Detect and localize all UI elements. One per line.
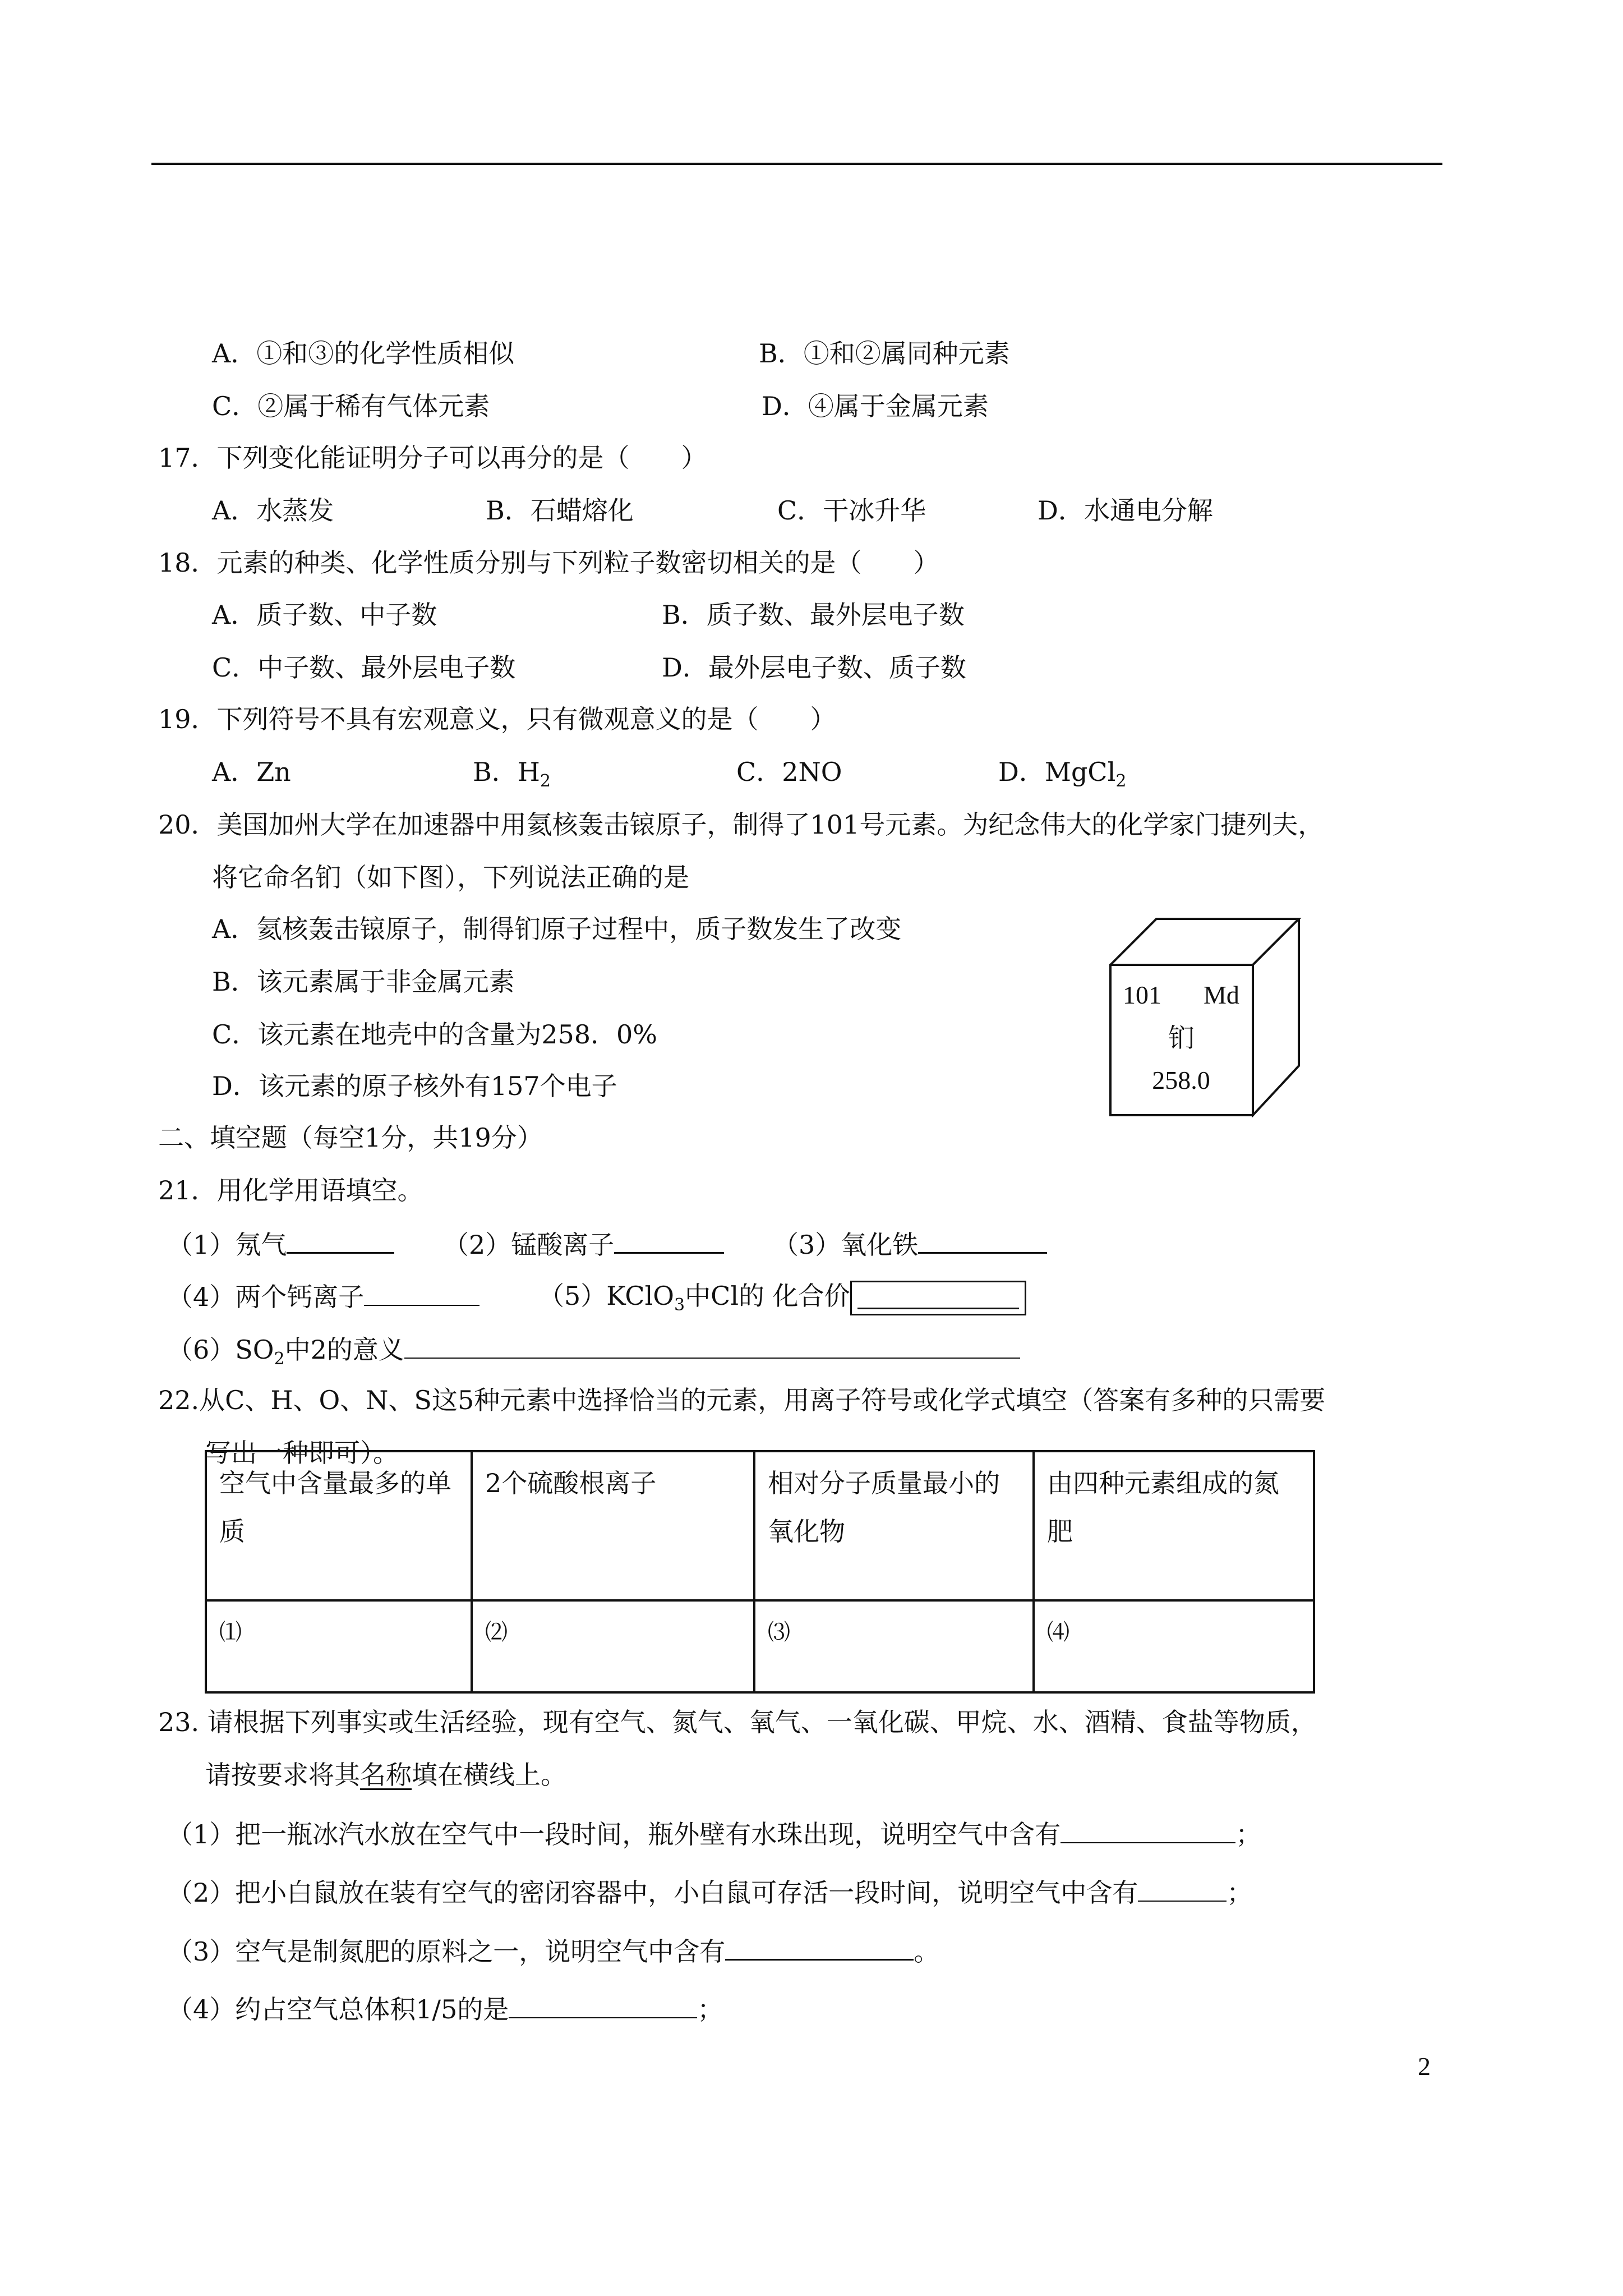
header-rule	[151, 163, 1442, 165]
q16-option-d: D．④属于金属元素	[762, 391, 989, 421]
q22-table-header-row	[206, 1451, 1314, 1600]
q23-part4-end: ；	[697, 1994, 723, 2024]
q21-part5-subscript: 3	[674, 1295, 685, 1315]
q23-part1-blank[interactable]	[1061, 1816, 1235, 1843]
q22-header-3: 相对分子质量最小的氧化物	[754, 1451, 1034, 1600]
q20-stem-line2: 将它命名钔（如下图），下列说法正确的是	[212, 862, 689, 892]
q19-option-d	[998, 755, 1126, 789]
q23-part2-end: ；	[1227, 1878, 1253, 1908]
q21-part2	[443, 1226, 724, 1262]
q21-part5-label-suffix: 中Cl的 化合价	[685, 1281, 850, 1311]
q21-part5	[538, 1279, 1026, 1315]
page-number: 2	[1418, 2052, 1431, 2081]
q19-option-d-text: D．MgCl	[998, 757, 1116, 787]
q21-part6-label-prefix: （6）SO	[167, 1335, 274, 1365]
q22-answer-1[interactable]: ⑴	[206, 1600, 472, 1692]
q19-option-b	[473, 755, 551, 789]
q20-option-c: C．该元素在地壳中的含量为258．0%	[212, 1019, 657, 1050]
q23-part3-label: （3）空气是制氮肥的原料之一，说明空气中含有	[167, 1936, 726, 1967]
q19-option-a: A．Zn	[212, 757, 291, 787]
q17-option-d: D．水通电分解	[1038, 495, 1213, 526]
element-symbol: Md	[1204, 981, 1239, 1009]
q22-stem-line2: 写出一种即可）。	[205, 1438, 399, 1468]
q23-part1	[167, 1816, 1261, 1851]
q21-part3	[773, 1226, 1047, 1262]
q22-answer-2[interactable]: ⑵	[472, 1600, 754, 1692]
q19-stem: 19．下列符号不具有宏观意义，只有微观意义的是（ ）	[158, 704, 836, 734]
q16-option-a: A．①和③的化学性质相似	[212, 338, 515, 369]
q23-stem-line2-prefix: 请按要求将其	[205, 1760, 360, 1790]
q21-part1-blank[interactable]	[287, 1226, 394, 1254]
q21-part4-label: （4）两个钙离子	[167, 1282, 365, 1312]
q21-part6-label-suffix: 中2的意义	[284, 1335, 404, 1365]
q22-answer-4[interactable]: ⑷	[1034, 1600, 1314, 1692]
q23-part3-end: 。	[914, 1936, 940, 1967]
q20-stem-line1: 20．美国加州大学在加速器中用氦核轰击锿原子，制得了101号元素。为纪念伟大的化学家门捷列夫，	[158, 809, 1324, 840]
q21-part2-blank[interactable]	[614, 1226, 724, 1254]
q23-part4	[167, 1991, 723, 2026]
q21-part4-blank[interactable]	[364, 1279, 479, 1306]
q20-option-b: B．该元素属于非金属元素	[212, 967, 515, 997]
q21-part6	[167, 1332, 1020, 1369]
q23-stem-line2-emphasis: 名称	[360, 1760, 412, 1790]
q17-stem: 17．下列变化能证明分子可以再分的是（ ）	[158, 443, 707, 473]
q16-option-b: B．①和②属同种元素	[759, 338, 1010, 369]
q21-part6-subscript: 2	[274, 1349, 285, 1369]
q22-stem-line1: 22.从C、H、O、N、S这5种元素中选择恰当的元素，用离子符号或化学式填空（答案有多种的只需要	[158, 1385, 1326, 1415]
q23-part1-label: （1）把一瓶冰汽水放在空气中一段时间，瓶外壁有水珠出现，说明空气中含有	[167, 1819, 1061, 1849]
element-name: 钔	[1168, 1023, 1194, 1053]
q23-part3-blank[interactable]	[725, 1933, 914, 1961]
q20-option-d: D．该元素的原子核外有157个电子	[212, 1071, 617, 1101]
section2-heading: 二、填空题（每空1分，共19分）	[158, 1122, 543, 1153]
q21-part3-label: （3）氧化铁	[773, 1230, 919, 1260]
q22-header-2: 2个硫酸根离子	[472, 1451, 754, 1600]
q23-part2-blank[interactable]	[1138, 1875, 1227, 1902]
q23-stem-line2-suffix: 填在横线上。	[412, 1760, 566, 1790]
q22-header-4: 由四种元素组成的氮肥	[1034, 1451, 1314, 1600]
element-atomic-number: 101	[1123, 981, 1161, 1009]
q23-part4-label: （4）约占空气总体积1/5的是	[167, 1994, 509, 2024]
q18-option-c: C．中子数、最外层电子数	[212, 652, 516, 683]
q23-part2	[167, 1875, 1252, 1910]
q23-part4-blank[interactable]	[509, 1991, 697, 2018]
element-atomic-mass: 258.0	[1152, 1066, 1210, 1094]
q23-part3	[167, 1933, 939, 1968]
q21-part5-label-prefix: （5）KClO	[538, 1281, 675, 1311]
q18-stem: 18．元素的种类、化学性质分别与下列粒子数密切相关的是（ ）	[158, 547, 939, 578]
q21-part1-label: （1）氖气	[167, 1230, 287, 1260]
q17-option-b: B．石蜡熔化	[486, 495, 634, 526]
q22-answer-table	[205, 1450, 1315, 1694]
q20-option-a: A．氦核轰击锿原子，制得钔原子过程中，质子数发生了改变	[212, 914, 902, 944]
q23-part2-label: （2）把小白鼠放在装有空气的密闭容器中，小白鼠可存活一段时间，说明空气中含有	[167, 1878, 1138, 1908]
q22-answer-3[interactable]: ⑶	[754, 1600, 1034, 1692]
q23-stem-line1: 23. 请根据下列事实或生活经验，现有空气、氮气、氧气、一氧化碳、甲烷、水、酒精、食盐等物质，	[158, 1707, 1317, 1737]
q22-table-answer-row	[206, 1600, 1314, 1692]
q21-part1	[167, 1226, 394, 1262]
q19-option-b-text: B．H	[473, 757, 540, 787]
q19-option-b-subscript: 2	[540, 771, 551, 791]
q18-option-a: A．质子数、中子数	[212, 600, 437, 630]
q19-option-d-subscript: 2	[1115, 771, 1127, 791]
q23-part1-end: ；	[1235, 1819, 1262, 1849]
q19-option-c: C．2NO	[736, 757, 842, 787]
q21-part2-label: （2）锰酸离子	[443, 1230, 615, 1260]
q18-option-b: B．质子数、最外层电子数	[662, 600, 965, 630]
q21-part5-answer-line	[857, 1308, 1019, 1309]
q21-part3-blank[interactable]	[918, 1226, 1047, 1254]
q23-stem-line2	[205, 1758, 566, 1792]
element-card	[1109, 918, 1304, 1117]
q18-option-d: D．最外层电子数、质子数	[662, 652, 966, 683]
q16-option-c: C．②属于稀有气体元素	[212, 391, 490, 421]
q21-stem: 21．用化学用语填空。	[158, 1175, 423, 1205]
q21-part6-blank[interactable]	[404, 1332, 1020, 1359]
q21-part4	[167, 1279, 479, 1314]
q21-part5-boxed-blank[interactable]	[850, 1281, 1026, 1315]
q22-header-1: 空气中含量最多的单质	[206, 1451, 472, 1600]
q17-option-c: C．干冰升华	[777, 495, 926, 526]
q17-option-a: A．水蒸发	[212, 495, 334, 526]
